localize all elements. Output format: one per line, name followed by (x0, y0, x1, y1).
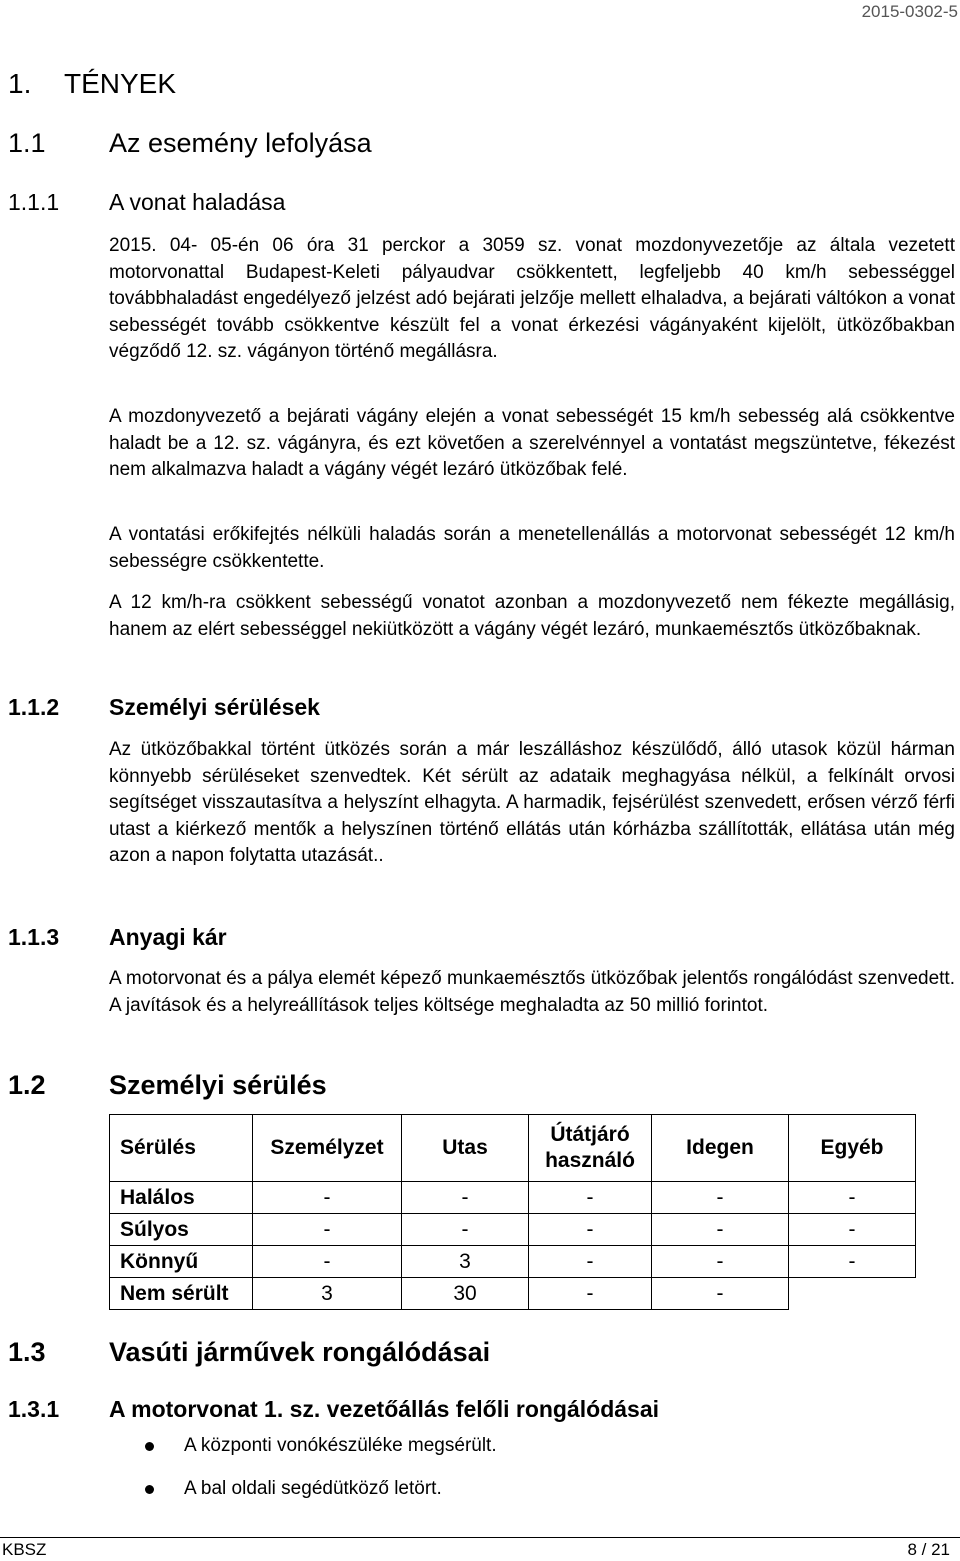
footer-divider (0, 1537, 960, 1538)
section-number: 1.1 (8, 128, 46, 158)
table-cell: - (652, 1278, 789, 1310)
paragraph-material-damage: A motorvonat és a pálya elemét képező munkaemésztős ütközőbak jelentős rongálódást szenvedett. A javítások és a helyreállítások teljes költsége meghaladta az 50 millió forintot. (109, 968, 955, 1016)
table-cell: - (402, 1214, 529, 1246)
chapter-number: 1. (8, 68, 32, 99)
table-cell-empty (789, 1278, 916, 1310)
table-row (110, 1214, 916, 1246)
list-item (109, 1476, 497, 1519)
table-cell: 30 (402, 1278, 529, 1310)
injury-table (109, 1114, 916, 1310)
chapter-heading (8, 68, 176, 100)
table-cell: - (529, 1278, 652, 1310)
subsection-number: 1.3.1 (8, 1396, 60, 1422)
paragraph-train-progress-3: A vontatási erőkifejtés nélküli haladás során a menetellenállás a motorvonat sebességét 12 km/h sebességre csökkentette. (109, 524, 955, 572)
table-cell: - (402, 1182, 529, 1214)
table-cell: - (529, 1182, 652, 1214)
table-cell: - (789, 1214, 916, 1246)
table-cell: - (529, 1246, 652, 1278)
paragraph-injuries: Az ütközőbakkal történt ütközés során a már leszálláshoz készülődő, álló utasok közül hárman könnyebb sérüléseket szenvedtek. Két sérült az adataik meghagyása nélkül, a felkínált orvosi segítséget visszautasítva a helyszínt elhagyta. A harmadik, fejsérülést szenvedett, erősen vérző férfi utast a kiérkező mentők a helyszínen történő ellátás után kórházba szállították, ellátása után még azon a napon folytatta utazását.. (109, 739, 955, 866)
subsection-heading-1-1-3 (8, 924, 227, 951)
paragraph-train-progress-2: A mozdonyvezető a bejárati vágány elején a vonat sebességét 15 km/h sebesség alá csökkentve haladt be a 12. sz. vágányra, és ezt követően a szerelvénnyel a vontatást megszüntetve, fékezést nem alkalmazva haladt a vágány végét lezáró ütközőbak felé. (109, 406, 955, 480)
paragraph-train-progress-1: 2015. 04- 05-én 06 óra 31 perckor a 3059 sz. vonat mozdonyvezetője az általa vezetett motorvonattal Budapest-Keleti pályaudvar csökkentett, legfeljebb 40 km/h sebességgel továbbhaladást engedélyező jelzést adó bejárati jelzője mellett elhaladva, a bejárati váltókon a vonat sebességét tovább csökkentve készült fel a vonat érkezési vágányaként kijelölt, ütközőbakban végződő 12. sz. vágányon történő megállásra. (109, 235, 955, 362)
section-heading-1-3 (8, 1337, 490, 1368)
document-id: 2015-0302-5 (861, 2, 958, 21)
section-title: Személyi sérülés (109, 1070, 327, 1100)
footer-organization: KBSZ (2, 1540, 47, 1559)
list-item-text: A központi vonókészüléke megsérült. (184, 1435, 497, 1456)
section-heading-1-2 (8, 1070, 327, 1101)
table-cell: 3 (402, 1246, 529, 1278)
table-cell: - (253, 1182, 402, 1214)
subsection-number: 1.1.3 (8, 924, 60, 950)
bullet-icon (145, 1442, 154, 1451)
table-cell: - (253, 1246, 402, 1278)
table-cell: - (652, 1246, 789, 1278)
list-item-text: A bal oldali segédütköző letört. (184, 1478, 442, 1499)
subsection-title: A motorvonat 1. sz. vezetőállás felőli rongálódásai (109, 1396, 660, 1422)
section-number: 1.3 (8, 1337, 46, 1367)
table-cell: - (652, 1214, 789, 1246)
subsection-number: 1.1.1 (8, 189, 60, 215)
section-title: Vasúti járművek rongálódásai (109, 1337, 491, 1367)
table-header-cell: Utas (402, 1115, 529, 1182)
bullet-icon (145, 1485, 154, 1494)
table-row-label: Súlyos (110, 1214, 253, 1246)
paragraph-train-progress-4: A 12 km/h-ra csökkent sebességű vonatot azonban a mozdonyvezető nem fékezte megállásig, hanem az elért sebességgel nekiütközött a vágány végét lezáró, munkaemésztős ütközőbaknak. (109, 592, 955, 640)
section-heading-1-1 (8, 128, 372, 159)
subsection-title: Személyi sérülések (109, 694, 320, 720)
table-cell: - (253, 1214, 402, 1246)
table-header-row (110, 1115, 916, 1182)
table-header-cell: Útátjáró használó (529, 1115, 652, 1182)
table-row-label: Nem sérült (110, 1278, 253, 1310)
damage-bullet-list (109, 1433, 497, 1519)
table-cell: - (529, 1214, 652, 1246)
subsection-title: Anyagi kár (109, 924, 227, 950)
table-cell: 3 (253, 1278, 402, 1310)
table-header-cell: Idegen (652, 1115, 789, 1182)
table-row (110, 1278, 916, 1310)
table-header-cell: Egyéb (789, 1115, 916, 1182)
table-header-cell: Személyzet (253, 1115, 402, 1182)
section-number: 1.2 (8, 1070, 46, 1100)
list-item (109, 1433, 497, 1476)
subsection-title: A vonat haladása (109, 189, 286, 215)
subsection-heading-1-3-1 (8, 1396, 659, 1423)
table-cell: - (789, 1246, 916, 1278)
table-row-label: Halálos (110, 1182, 253, 1214)
subsection-number: 1.1.2 (8, 694, 60, 720)
table-cell: - (652, 1182, 789, 1214)
table-header-cell: Sérülés (110, 1115, 253, 1182)
footer-page-number: 8 / 21 (907, 1540, 950, 1559)
chapter-title: TÉNYEK (64, 68, 177, 99)
subsection-heading-1-1-1 (8, 189, 285, 216)
table-cell: - (789, 1182, 916, 1214)
table-row (110, 1246, 916, 1278)
subsection-heading-1-1-2 (8, 694, 320, 721)
table-row-label: Könnyű (110, 1246, 253, 1278)
section-title: Az esemény lefolyása (109, 128, 372, 158)
table-row (110, 1182, 916, 1214)
